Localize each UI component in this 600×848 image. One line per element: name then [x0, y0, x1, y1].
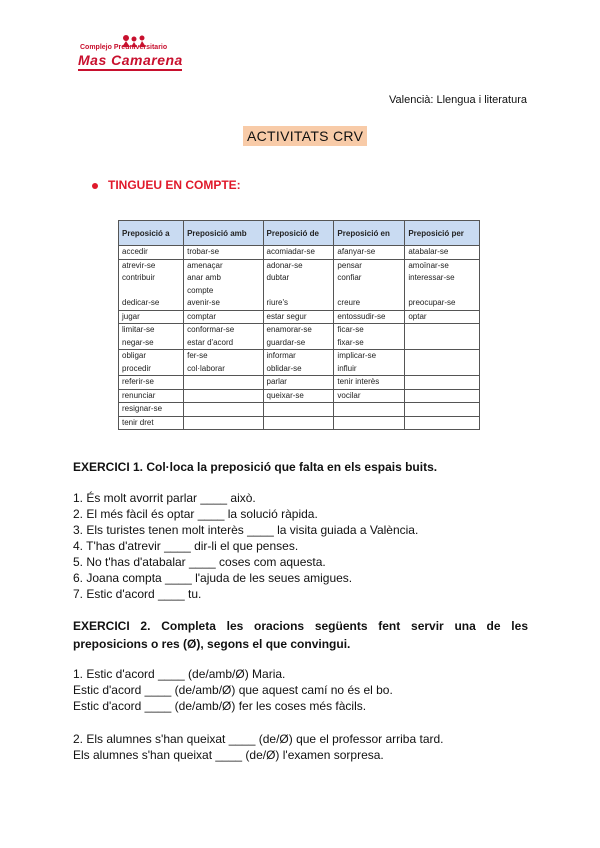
exercise-2-title: EXERCICI 2. Completa les oracions següents fent servir una de les preposicions o res (Ø), segons el que convingui. [73, 619, 528, 651]
table-cell: dubtar [263, 272, 334, 285]
table-cell [405, 350, 480, 363]
bullet-dot-icon [92, 183, 98, 189]
table-cell: accedir [119, 246, 184, 260]
table-cell [334, 403, 405, 417]
table-cell [184, 403, 263, 417]
table-cell: anar amb [184, 272, 263, 285]
exercise-1-list [73, 490, 418, 602]
table-cell [405, 389, 480, 403]
exercise-item: Els alumnes s'han queixat ____ (de/Ø) l'examen sorpresa. [73, 748, 384, 762]
table-cell: amoïnar-se [405, 259, 480, 272]
table-row [119, 337, 480, 350]
table-cell [334, 416, 405, 430]
exercise-item: 6. Joana compta ____ l'ajuda de les seues amigues. [73, 571, 353, 585]
exercise-item: 7. Estic d'acord ____ tu. [73, 587, 202, 601]
table-cell: negar-se [119, 337, 184, 350]
table-cell: obligar [119, 350, 184, 363]
table-cell: estar segur [263, 310, 334, 324]
table-cell: fer-se [184, 350, 263, 363]
table-cell [405, 285, 480, 298]
subject-header: Valencià: Llengua i literatura [389, 94, 527, 106]
notice-bullet [92, 178, 241, 192]
table-cell: pensar [334, 259, 405, 272]
exercise-item: 2. Els alumnes s'han queixat ____ (de/Ø) que el professor arriba tard. [73, 732, 444, 746]
table-cell: informar [263, 350, 334, 363]
logo-title: Mas Camarena [78, 52, 183, 68]
table-cell: guardar-se [263, 337, 334, 350]
table-cell: renunciar [119, 389, 184, 403]
table-header-cell: Preposició amb [184, 221, 263, 246]
table-row [119, 389, 480, 403]
table-cell: limitar-se [119, 324, 184, 337]
table-cell: dedicar-se [119, 297, 184, 310]
table-cell: oblidar-se [263, 363, 334, 376]
table-cell [405, 337, 480, 350]
table-row [119, 310, 480, 324]
table-cell: atabalar-se [405, 246, 480, 260]
exercise-item: 1. És molt avorrit parlar ____ això. [73, 491, 256, 505]
table-cell [263, 416, 334, 430]
table-cell: afanyar-se [334, 246, 405, 260]
exercise-1-title: EXERCICI 1. Col·loca la preposició que falta en els espais buits. [73, 460, 438, 474]
table-header-cell: Preposició a [119, 221, 184, 246]
table-cell: comptar [184, 310, 263, 324]
preposition-table [118, 220, 480, 430]
table-cell [119, 285, 184, 298]
table-cell: tenir interès [334, 376, 405, 390]
table-cell: avenir-se [184, 297, 263, 310]
table-cell: optar [405, 310, 480, 324]
table-cell: col·laborar [184, 363, 263, 376]
table-cell: influir [334, 363, 405, 376]
table-cell: vocilar [334, 389, 405, 403]
table-cell [405, 416, 480, 430]
table-row [119, 403, 480, 417]
table-cell: atrevir-se [119, 259, 184, 272]
table-cell [263, 285, 334, 298]
table-cell: parlar [263, 376, 334, 390]
table-header-cell: Preposició en [334, 221, 405, 246]
exercise-item: 2. El més fàcil és optar ____ la solució ràpida. [73, 507, 318, 521]
table-cell [334, 285, 405, 298]
table-cell: interessar-se [405, 272, 480, 285]
exercise-item: 3. Els turistes tenen molt interès ____ la visita guiada a València. [73, 523, 419, 537]
table-cell: queixar-se [263, 389, 334, 403]
notice-text: TINGUEU EN COMPTE: [108, 178, 241, 192]
table-cell: ficar-se [334, 324, 405, 337]
table-cell: creure [334, 297, 405, 310]
table-cell: confiar [334, 272, 405, 285]
table-row [119, 363, 480, 376]
table-cell: adonar-se [263, 259, 334, 272]
table-cell: resignar-se [119, 403, 184, 417]
logo-subtitle: Complejo Preuniversitario [80, 44, 168, 51]
table-row [119, 272, 480, 285]
table-row [119, 297, 480, 310]
exercise-item: 4. T'has d'atrevir ____ dir-li el que penses. [73, 539, 299, 553]
exercise-2-group-2 [73, 731, 444, 763]
table-cell: trobar-se [184, 246, 263, 260]
table-cell [405, 363, 480, 376]
table-cell: contribuir [119, 272, 184, 285]
page-title: ACTIVITATS CRV [243, 126, 367, 146]
table-row [119, 324, 480, 337]
table-cell: acomiadar-se [263, 246, 334, 260]
table-header-row [119, 221, 480, 246]
exercise-item: Estic d'acord ____ (de/amb/Ø) fer les coses més fàcils. [73, 699, 367, 713]
table-cell: compte [184, 285, 263, 298]
table-cell [184, 376, 263, 390]
exercise-item: 1. Estic d'acord ____ (de/amb/Ø) Maria. [73, 667, 286, 681]
table-cell: riure's [263, 297, 334, 310]
table-cell: implicar-se [334, 350, 405, 363]
table-cell: procedir [119, 363, 184, 376]
table-cell [263, 403, 334, 417]
table-cell [184, 416, 263, 430]
table-header-cell: Preposició de [263, 221, 334, 246]
table-cell: estar d'acord [184, 337, 263, 350]
table-cell: enamorar-se [263, 324, 334, 337]
table-cell: referir-se [119, 376, 184, 390]
table-cell: fixar-se [334, 337, 405, 350]
table-cell [184, 389, 263, 403]
table-row [119, 416, 480, 430]
exercise-item: Estic d'acord ____ (de/amb/Ø) que aquest camí no és el bo. [73, 683, 393, 697]
table-row [119, 246, 480, 260]
table-cell: conformar-se [184, 324, 263, 337]
exercise-2-group-1 [73, 666, 393, 714]
table-row [119, 376, 480, 390]
table-cell [405, 403, 480, 417]
school-logo [76, 34, 196, 74]
exercise-item: 5. No t'has d'atabalar ____ coses com aquesta. [73, 555, 326, 569]
table-row [119, 350, 480, 363]
table-cell: preocupar-se [405, 297, 480, 310]
logo-underline [78, 69, 182, 71]
table-row [119, 285, 480, 298]
table-cell [405, 376, 480, 390]
table-header-cell: Preposició per [405, 221, 480, 246]
table-cell: tenir dret [119, 416, 184, 430]
table-cell [405, 324, 480, 337]
table-cell: entossudir-se [334, 310, 405, 324]
table-cell: jugar [119, 310, 184, 324]
table-row [119, 259, 480, 272]
table-cell: amenaçar [184, 259, 263, 272]
